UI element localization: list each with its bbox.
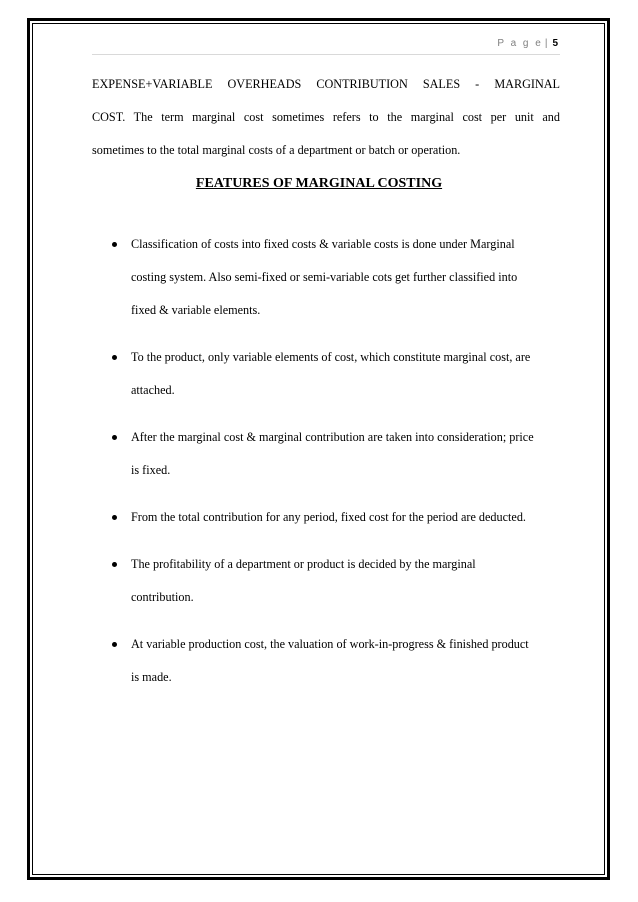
feature-line: After the marginal cost & marginal contribution are taken into consideration; price [131, 430, 534, 444]
page-label: P a g e [497, 38, 543, 49]
intro-line: EXPENSE+VARIABLE OVERHEADS CONTRIBUTION SALES - MARGINAL [92, 77, 560, 91]
list-item [112, 501, 572, 534]
bullet-icon [112, 435, 117, 440]
list-item [112, 228, 572, 327]
feature-line: attached. [131, 383, 175, 397]
bullet-icon [112, 515, 117, 520]
bullet-icon [112, 642, 117, 647]
intro-paragraph [92, 68, 560, 167]
bullet-icon [112, 355, 117, 360]
feature-line: costing system. Also semi-fixed or semi-variable cots get further classified into [131, 270, 518, 284]
feature-line: At variable production cost, the valuation of work-in-progress & finished product [131, 637, 529, 651]
list-item [112, 421, 572, 487]
feature-line: fixed & variable elements. [131, 303, 261, 317]
bullet-icon [112, 242, 117, 247]
feature-line: From the total contribution for any period, fixed cost for the period are deducted. [131, 510, 526, 524]
page-separator: | [544, 38, 550, 49]
list-item [112, 341, 572, 407]
list-item [112, 628, 572, 694]
list-item [112, 548, 572, 614]
feature-line: To the product, only variable elements of cost, which constitute marginal cost, are [131, 350, 531, 364]
intro-line: sometimes to the total marginal costs of a department or batch or operation. [92, 143, 461, 157]
feature-line: Classification of costs into fixed costs & variable costs is done under Marginal [131, 237, 515, 251]
feature-line: contribution. [131, 590, 194, 604]
feature-list [112, 228, 572, 708]
feature-line: is fixed. [131, 463, 171, 477]
feature-line: is made. [131, 670, 172, 684]
header-rule [92, 54, 560, 55]
page-number: 5 [552, 38, 558, 49]
page-header [497, 38, 558, 49]
intro-line: COST. The term marginal cost sometimes refers to the marginal cost per unit and [92, 110, 560, 124]
feature-line: The profitability of a department or product is decided by the marginal [131, 557, 476, 571]
section-heading: FEATURES OF MARGINAL COSTING [195, 176, 443, 191]
bullet-icon [112, 562, 117, 567]
